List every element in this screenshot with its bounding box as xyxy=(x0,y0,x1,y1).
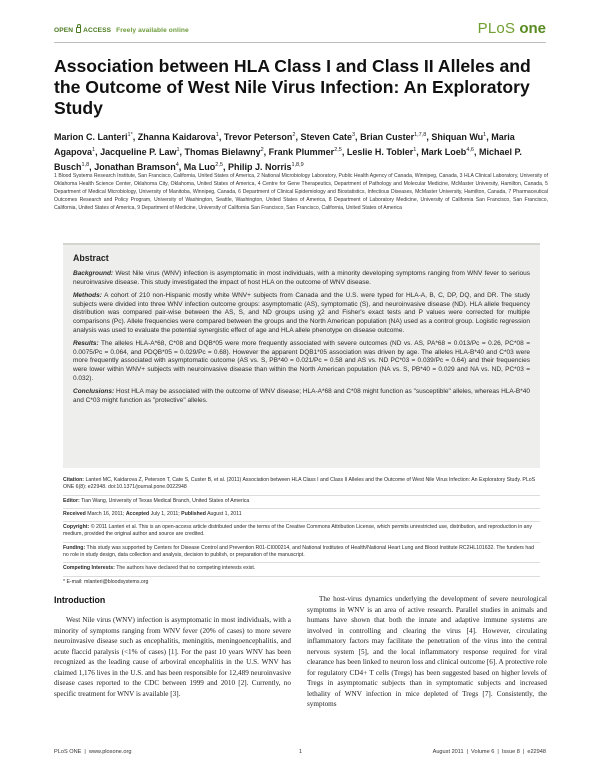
author-affiliation-marker: 1* xyxy=(127,132,133,138)
footer-journal-info: PLoS ONE | www.plosone.org xyxy=(54,749,132,755)
editor-row xyxy=(63,496,540,509)
author-name: Shiquan Wu xyxy=(431,132,484,142)
author-entry xyxy=(360,132,426,142)
author-name: Marion C. Lanteri xyxy=(54,132,128,142)
author-entry xyxy=(185,147,264,157)
footer-volume: Volume 6 xyxy=(471,749,495,755)
article-metadata xyxy=(63,475,540,589)
body-column-left xyxy=(54,595,291,699)
open-access-prefix: OPEN xyxy=(54,27,74,34)
competing-text: The authors have declared that no competing interests exist. xyxy=(116,565,256,572)
background-text: West Nile virus (WNV) infection is asymptomatic in most individuals, with a minority developing symptoms ranging from WNV fever to serious neuroinvasive disease. This study investigated the impact of host HLA on the outcome of WNV disease. xyxy=(73,270,530,286)
accepted-date: July 1, 2011; xyxy=(150,510,180,517)
citation-row xyxy=(63,475,540,496)
author-entry xyxy=(54,132,133,142)
author-affiliation-marker: 2 xyxy=(260,147,264,153)
accepted-label: Accepted xyxy=(125,510,150,517)
author-affiliation-marker: 1 xyxy=(176,147,180,153)
author-affiliation-marker: 1 xyxy=(413,147,417,153)
author-affiliation-marker: 2,5 xyxy=(334,147,342,153)
footer-site-link[interactable]: www.plosone.org xyxy=(88,749,132,755)
body-column-right xyxy=(307,594,547,710)
article-title: Association between HLA Class I and Class II Alleles and the Outcome of West Nile Virus Infection: An Exploratory Study xyxy=(54,56,531,118)
logo-plos-text: PLoS xyxy=(477,20,516,37)
editor-label: Editor: xyxy=(63,497,80,504)
received-label: Received xyxy=(63,510,86,517)
introduction-paragraph-2: The host-virus dynamics underlying the development of severe neurological symptoms in WNV is an area of active research. Parallel studies in animals and humans have shown that both the innate and adaptive immune systems are involved in controlling and clearing the virus [4]. However, circulating inflammatory factors may facilitate the penetration of the virus into the central nervous system [5], and the local inflammatory response required for viral clearance has been linked to neuron loss and clinical outcome [6]. A protective role for regulatory CD4+ T cells (Tregs) has been suggested based on higher levels of Tregs in asymptomatic subjects than in symptomatic subjects and increased lethality of WNV infection in mice depleted of Tregs [7]. Consistently, the symptoms xyxy=(307,595,547,709)
abstract-conclusions xyxy=(73,388,530,405)
author-name: Zhanna Kaidarova xyxy=(137,132,216,142)
author-affiliation-marker: 2,5 xyxy=(215,162,223,168)
copyright-row xyxy=(63,522,540,543)
background-label: Background: xyxy=(73,270,114,277)
author-affiliation-marker: 2 xyxy=(292,132,296,138)
methods-text: A cohort of 210 non-Hispanic mostly white WNV+ subjects from Canada and the U.S. were typed for HLA-A, B, C, DP, DQ, and DR. The study subjects were divided into three WNV infection outcome groups: asymptomatic (AS), symptomatic (S), and neuroinvasive disease (ND). HLA allele frequency distribution was compared pair-wise between the AS, S, and ND groups using χ2 and Fisher's exact tests and P values were corrected for multiple comparisons (Pc). Allele frequencies were compared between the groups and the North American population (NA) used as a control group. Logistic regression analysis was used to evaluate the potential synergistic effect of age and HLA allele phenotype on disease outcome. xyxy=(73,292,530,334)
author-affiliation-marker: 4 xyxy=(175,162,179,168)
published-date: August 1, 2011 xyxy=(207,510,242,517)
author-name: Brian Custer xyxy=(360,132,415,142)
open-access-banner xyxy=(54,27,189,34)
page-footer xyxy=(54,749,546,761)
editor-text: Tian Wang, University of Texas Medical Branch, United States of America xyxy=(81,497,250,504)
funding-row xyxy=(63,543,540,564)
results-label: Results: xyxy=(73,340,99,348)
journal-header xyxy=(54,20,546,50)
footer-issue: Issue 8 xyxy=(501,749,520,755)
author-name: Leslie H. Tobler xyxy=(346,147,414,157)
abstract-box xyxy=(63,243,540,468)
affiliations: 1 Blood Systems Research Institute, San Francisco, California, United States of America, 2 National Microbiology Laboratory, Public Health Agency of Canada, Winnipeg, Canada, 3 HLA Clinical Laboratory, University of Oklahoma Health Science Center, Oklahoma City, Oklahoma, United States of America, 4 Centre for Gene Therapeutics, Department of Pathology and Molecular Medicine, McMaster University, Hamilton, Canada, 5 Department of Medical Microbiology, University of Manitoba, Winnipeg, Canada, 6 Department of Clinical Epidemiology and Biostatistics, Infectious Diseases, McMaster University, Hamilton, Canada, 7 Pharmaceutical Outcomes Research and Policy Program, University of Washington, Seattle, Washington, United States of America, 8 Department of Laboratory Medicine, University of California San Francisco, San Francisco, California, United States of America, 9 Department of Medicine, University of California San Francisco, San Francisco, California, United States of America xyxy=(54,173,548,212)
introduction-paragraph-1: West Nile virus (WNV) infection is asymptomatic in most individuals, with a minority of symptoms ranging from WNV fever (20% of cases) to more severe neuroinvasive disease such as encephalitis, meningitis, meningoencephalitis, and acute flaccid paralysis (<1% of cases) [1]. For the past 10 years WNV has been recognized as the leading cause of arboviral encephalitis in the U.S. WNV has claimed 1,176 lives in the U.S. and has been responsible for 12,489 neuroinvasive disease cases reported to the CDC between 1999 and 2010 [2]. Currently, no specific treatment for WNV is available [3]. xyxy=(54,616,291,698)
author-affiliation-marker: 1,7,8 xyxy=(414,132,427,138)
competing-interests-row xyxy=(63,563,540,576)
author-entry xyxy=(100,147,179,157)
funding-text: This study was supported by Centers for Disease Control and Prevention R01-CI000214, and National Institutes of Health/National Heart Lung and Blood Institute RC2HL101632. The funders had no role in study design, data collection and analysis, decision to publish, or preparation of the manuscript. xyxy=(63,544,534,559)
author-affiliation-marker: 3 xyxy=(351,132,356,138)
author-name: Michael P. Busch xyxy=(54,147,522,172)
funding-label: Funding: xyxy=(63,544,86,551)
author-name: Frank Plummer xyxy=(268,147,335,157)
author-entry xyxy=(300,132,355,142)
journal-logo xyxy=(478,20,546,37)
copyright-label: Copyright: xyxy=(63,524,90,531)
author-name: Mark Loeb xyxy=(421,147,467,157)
footer-journal: PLoS ONE xyxy=(54,749,82,755)
author-name: Ma Luo xyxy=(183,162,216,172)
author-affiliation-marker: 1 xyxy=(483,132,487,138)
author-affiliation-marker: 1,8 xyxy=(81,162,90,168)
footer-article-id: e22948 xyxy=(527,749,546,755)
open-lock-icon xyxy=(76,27,81,33)
citation-text: Lanteri MC, Kaidarova Z, Peterson T, Cate S, Custer B, et al. (2011) Association between HLA Class I and Class II Alleles and the Outcome of West Nile Virus Infection: An Exploratory Study. PLoS ONE 6(8): e22948. doi:10.1371/journal.pone.0022948 xyxy=(63,477,536,491)
author-entry xyxy=(138,132,219,142)
freely-available-label: Freely available online xyxy=(116,27,189,34)
copyright-text: © 2011 Lanteri et al. This is an open-access article distributed under the terms of the Creative Commons Attribution License, which permits unrestricted use, distribution, and reproduction in any medium, provided the original author and source are credited. xyxy=(63,524,533,538)
abstract-methods xyxy=(73,292,530,335)
conclusions-text: Host HLA may be associated with the outcome of WNV disease; HLA-A*68 and C*08 might function as "susceptible" alleles, whereas HLA-B*40 and C*03 might function as "protective" alleles. xyxy=(73,388,530,404)
citation-label: Citation: xyxy=(63,477,85,483)
footer-date: August 2011 xyxy=(432,749,464,755)
dates-row xyxy=(63,509,540,522)
introduction-heading: Introduction xyxy=(54,595,106,605)
header-divider xyxy=(54,42,546,43)
abstract-results xyxy=(73,340,530,383)
author-entry xyxy=(94,162,179,172)
author-entry xyxy=(224,132,296,142)
email-row xyxy=(63,577,540,589)
author-name: Jacqueline P. Law xyxy=(100,147,177,157)
author-affiliation-marker: 1 xyxy=(92,147,96,153)
author-name: Jonathan Bramson xyxy=(94,162,176,172)
competing-label: Competing Interests: xyxy=(63,565,115,572)
logo-one-text: one xyxy=(519,20,546,37)
author-name: Trevor Peterson xyxy=(223,132,293,142)
author-affiliation-marker: 4,6 xyxy=(466,147,474,153)
author-entry xyxy=(347,147,416,157)
author-name: Steven Cate xyxy=(300,132,352,142)
author-affiliation-marker: 1 xyxy=(215,132,219,138)
results-text: The alleles HLA-A*68, C*08 and DQB*05 were more frequently associated with severe outcomes (ND vs. AS, PA*68 = 0.013/Pc = 0.26, PC*08 = 0.0075/Pc = 0.064, and PDQB*05 = 0.029/Pc = 0.68). However the apparent DQB1*05 association was driven by age. The alleles HLA-B*40 and C*03 were more frequently associated with asymptomatic outcome (AS vs. S, PB*40 = 0.021/Pc = 0.58 and AS vs. ND PC*03 = 0.039/Pc = 0.64) and their frequencies were lower within WNV+ subjects with neuroinvasive disease than within the North American population (NA vs. S, PB*40 = 0.029 and NA vs. ND, PC*03 = 0.032). xyxy=(73,340,530,382)
methods-label: Methods: xyxy=(73,292,102,300)
footer-issue-info: August 2011 | Volume 6 | Issue 8 | e22948 xyxy=(432,749,546,755)
author-affiliation-marker: 1,8,9 xyxy=(291,162,304,168)
author-entry xyxy=(421,147,474,157)
received-date: March 16, 2011; xyxy=(87,510,125,517)
author-entry xyxy=(269,147,342,157)
abstract-heading: Abstract xyxy=(73,253,109,263)
corresponding-email[interactable]: * E-mail: mlanteri@bloodsystems.org xyxy=(63,578,149,585)
author-name: Maria Agapova xyxy=(54,132,515,157)
page-number: 1 xyxy=(299,749,303,755)
author-list: Marion C. Lanteri$^{1*}$, Zhanna Kaidarova$^1$, Trevor Peterson$^2$, Steven Cate$^3$, Brian Custer$^{1,7,8}$, Shiquan Wu$^1$, Maria Agapova$^1$, Jacqueline P. Law$^1$, Thomas Bielawny$^2$, Frank Plummer$^{2,5}$, Leslie H. Tobler$^1$, Mark Loeb$^{4,6}$, Michael P. Busch$^{1,8}$, Jonathan Bramson$^4$, Ma Luo$^{2,5}$, Philip J. Norris$^{1,8,9}$ xyxy=(54,132,522,172)
author-entry xyxy=(184,162,223,172)
abstract-background xyxy=(73,270,530,287)
author-entry xyxy=(228,162,304,172)
author-name: Thomas Bielawny xyxy=(184,147,261,157)
open-access-suffix: ACCESS xyxy=(83,27,112,34)
published-label: Published xyxy=(181,510,206,517)
author-name: Philip J. Norris xyxy=(227,162,292,172)
author-entry xyxy=(431,132,486,142)
conclusions-label: Conclusions: xyxy=(73,388,115,396)
